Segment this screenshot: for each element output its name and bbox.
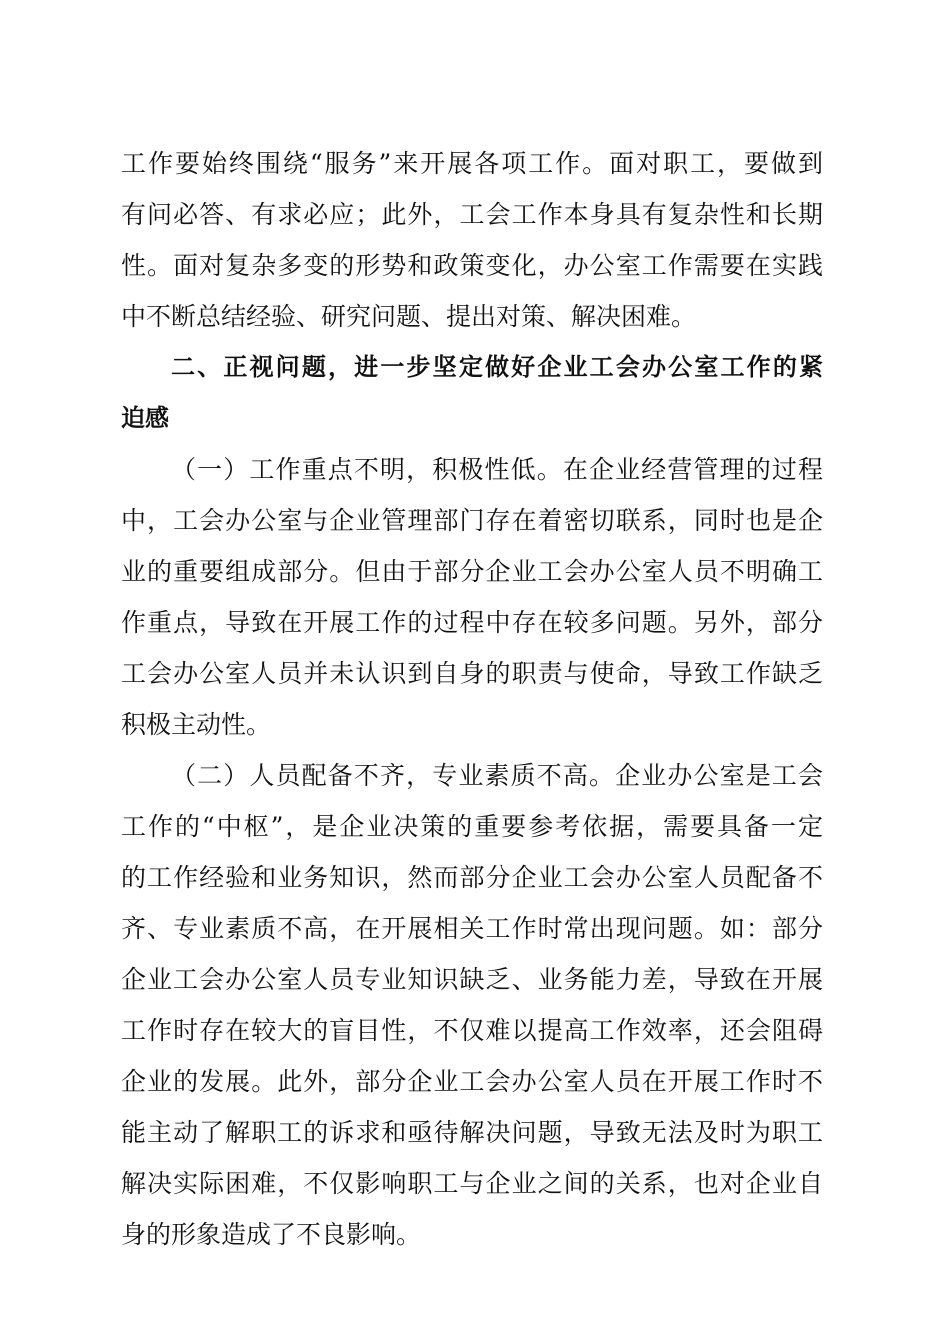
text-line: 中，工会办公室与企业管理部门存在着密切联系，同时也是企 bbox=[121, 506, 823, 535]
text-line: 有问必答、有求必应；此外，工会工作本身具有复杂性和长期 bbox=[121, 200, 823, 229]
text-line: （二）人员配备不齐，专业素质不高。企业办公室是工会 bbox=[171, 761, 823, 790]
heading-line: 迫感 bbox=[121, 404, 169, 432]
section-heading bbox=[121, 342, 823, 444]
text-line: 工作的“中枢”，是企业决策的重要参考依据，需要具备一定 bbox=[121, 812, 823, 841]
text-line: 企业的发展。此外，部分企业工会办公室人员在开展工作时不 bbox=[121, 1067, 823, 1096]
text-line: 中不断总结经验、研究问题、提出对策、解决困难。 bbox=[121, 302, 697, 331]
text-line: 作重点，导致在开展工作的过程中存在较多问题。另外，部分 bbox=[121, 608, 823, 637]
text-line: 积极主动性。 bbox=[121, 710, 272, 739]
text-line: 解决实际困难，不仅影响职工与企业之间的关系，也对企业自 bbox=[121, 1169, 823, 1198]
text-line: 能主动了解职工的诉求和亟待解决问题，导致无法及时为职工 bbox=[121, 1118, 823, 1147]
text-line: 工会办公室人员并未认识到自身的职责与使命，导致工作缺乏 bbox=[121, 659, 823, 688]
subsection-paragraph bbox=[121, 444, 823, 750]
text-line: 性。面对复杂多变的形势和政策变化，办公室工作需要在实践 bbox=[121, 251, 823, 280]
document-page bbox=[121, 138, 823, 1260]
heading-line: 二、正视问题，进一步坚定做好企业工会办公室工作的紧 bbox=[171, 353, 823, 381]
text-line: 齐、专业素质不高，在开展相关工作时常出现问题。如：部分 bbox=[121, 914, 823, 943]
body-paragraph bbox=[121, 138, 823, 342]
text-line: （一）工作重点不明，积极性低。在企业经营管理的过程 bbox=[171, 455, 823, 484]
text-line: 企业工会办公室人员专业知识缺乏、业务能力差，导致在开展 bbox=[121, 965, 823, 994]
text-line: 工作要始终围绕“服务”来开展各项工作。面对职工，要做到 bbox=[121, 149, 823, 178]
text-line: 身的形象造成了不良影响。 bbox=[121, 1220, 422, 1249]
text-line: 业的重要组成部分。但由于部分企业工会办公室人员不明确工 bbox=[121, 557, 823, 586]
text-line: 工作时存在较大的盲目性，不仅难以提高工作效率，还会阻碍 bbox=[121, 1016, 823, 1045]
subsection-paragraph bbox=[121, 750, 823, 1260]
text-line: 的工作经验和业务知识，然而部分企业工会办公室人员配备不 bbox=[121, 863, 823, 892]
